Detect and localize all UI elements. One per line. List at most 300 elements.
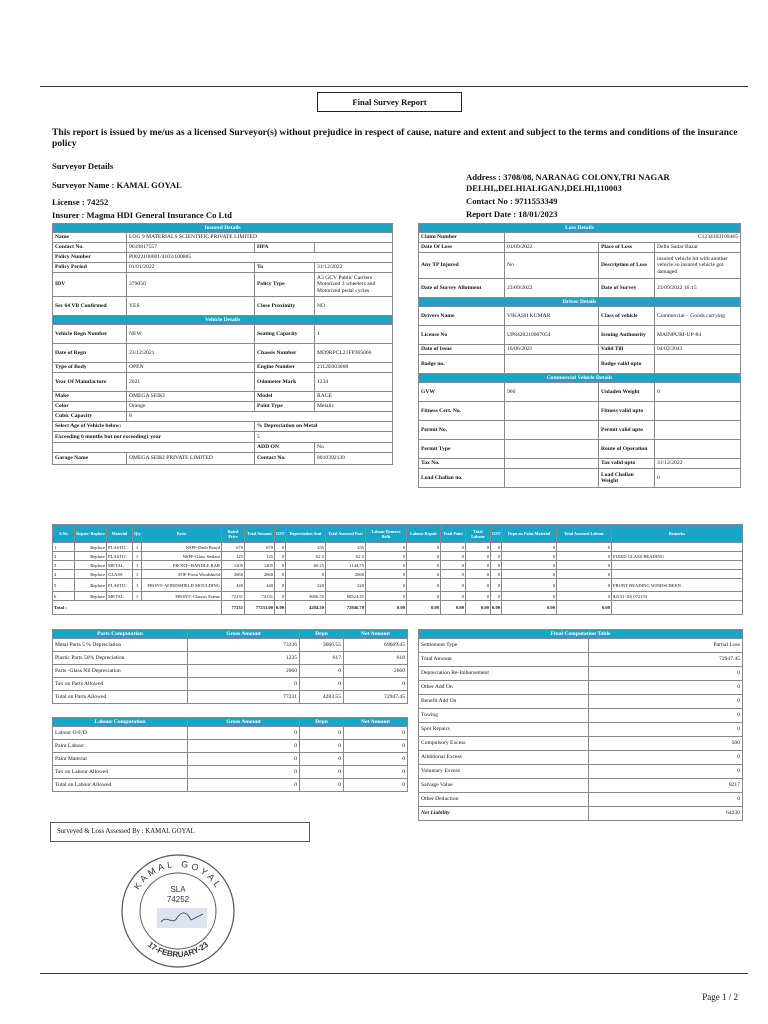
surveyor-details-heading: Surveyor Details [52,161,114,171]
parts-cell: 0 [275,592,286,601]
parts-cell: 60.25 [286,561,326,570]
parts-cell [612,570,743,579]
parts-cell: 0 [407,579,441,592]
year-label: Year Of Manufacture [53,373,127,392]
final-computation-label: Towing [419,709,589,723]
bottom-rule [40,973,748,974]
auth-value: MAINPURI-UP-84 [655,326,741,345]
parts-total-cell: 0.00 [491,601,502,615]
hpa-value [315,243,393,253]
unladen-label: Unladen Weight [599,383,655,402]
final-computation-value: 72947.45 [589,653,743,667]
tp-label: Any TP Injured [419,253,505,279]
final-computation-label: Other Deduction [419,793,589,807]
table-row [53,592,743,601]
age-label: Select Age of Vehicle below: [53,422,255,432]
parts-total-cell: 0.00 [557,601,612,615]
parts-col-header: Depreciation Amt [286,525,326,543]
parts-cell: 0 [502,543,557,552]
loss-date: 01/09/2022 [505,243,599,253]
report-date: Report Date : 18/01/2023 [466,209,558,219]
table-row [53,543,743,552]
chassis-number: MD9RPCL21FP365066 [315,344,393,363]
policy-period-label: Policy Period [53,263,127,273]
parts-cell: 0 [557,592,612,601]
auth-label: Issuing Authourity [599,326,655,345]
idv-label: IDV [53,273,127,297]
permit-valid [655,421,741,440]
parts-cell: 62.5 [286,552,326,561]
parts-cell: FRONT--HANDLE BAR [142,561,222,570]
computation-col-header: Net Amount [344,630,408,639]
dep-metal-value: 5 [255,432,393,443]
surveyor-contact: Contact No : 9711553349 [466,196,558,206]
surveyor-address-line2: DELHI,,DELHIALIGANJ,DELHI,110003 [466,183,622,193]
policy-number: P0022100001/4103/100885 [127,253,393,263]
claim-label: Claim Number [419,233,505,243]
parts-cell: 440 [245,579,275,592]
paint-value: Metalic [315,402,393,412]
parts-cell: 125 [222,552,245,561]
parts-cell: 1205 [222,561,245,570]
parts-cell: 0 [491,592,502,601]
close-proximity: NO [315,297,393,316]
table-row [419,751,743,765]
unladen-value: 0 [655,383,741,402]
dep-metal-label: % Depreciation on Metal [255,422,393,432]
surveyor-address: Address : 3708/08, NARANAG COLONY,TRI NAGAR [466,172,670,182]
table-row [419,667,743,681]
gvw-label: GVW [419,383,505,402]
tax-label: Tax No. [419,459,505,469]
parts-cell: 0 [502,552,557,561]
parts-cell: 0 [286,570,326,579]
addon-value: No [315,443,393,453]
final-computation-label: Depreciation Re-Imbursement [419,667,589,681]
final-computation-table [418,629,743,821]
loss-description: insured vehicle hit with another vehicle so insured vehicle got damaged [655,253,741,279]
parts-cell: 2660 [245,570,275,579]
insured-name: LOG 9 MATERIALS SCIENTIFIC PRIVATE LIMITED [127,233,393,243]
parts-cell: 125 [245,552,275,561]
computation-cell: 77231 [188,691,300,704]
parts-col-header: Remarks [612,525,743,543]
parts-total-cell: 0.00 [502,601,557,615]
issue-date: 16/06/2021 [505,345,599,355]
labour-computation-table [52,717,408,792]
parts-cell: 1 [133,552,142,561]
computation-col-header: Gross Amount [188,718,300,727]
parts-total-cell: 4284.30 [286,601,326,615]
parts-col-header: Total Amount [245,525,275,543]
odometer-value: 1234 [315,373,393,392]
computation-cell: 0 [300,678,344,691]
table-row [419,681,743,695]
parts-cell: 440 [222,579,245,592]
parts-cell: 3606.55 [286,592,326,601]
parts-cell: NSPF-Glass Sealant [142,552,222,561]
parts-col-header: Repair/ Replace [75,525,107,543]
parts-cell: 0 [441,552,466,561]
computation-cell: 0 [300,727,344,740]
table-row [419,639,743,653]
policy-type-label: Policy Type [255,273,315,297]
computation-cell: Parts -Glass Nil Depreciation [53,665,188,678]
parts-cell: METAL [107,561,133,570]
table-row [53,665,408,678]
computation-cell: 618 [344,652,408,665]
computation-cell: 73336 [188,639,300,652]
parts-col-header: Depn on Paint Material [502,525,557,543]
computation-col-header: Net Amount [344,718,408,727]
policy-type: A3 GCV Public Carriers Motorized 3 wheelers and Motorized pedal cycles [315,273,393,297]
garage-contact-label: Contact No. [255,453,315,465]
model-label: Model [255,392,315,402]
computation-cell: 0 [300,740,344,753]
parts-cell: 0 [491,543,502,552]
parts-cell: 0 [466,561,491,570]
computation-cell: 1235 [188,652,300,665]
policy-to: 31/12/2022 [315,263,393,273]
sec64-label: Sec 64 VB Confirmed [53,297,127,316]
final-computation-value: 0 [589,681,743,695]
parts-cell: 0 [502,579,557,592]
parts-cell: SOF-Front Windshield [142,570,222,579]
gvw-value: 960 [505,383,599,402]
parts-cell: 2 [53,552,75,561]
parts-cell: 0 [466,579,491,592]
insurer-name: Insurer : Magma HDI General Insurance Co Ltd [52,210,232,220]
parts-cell: 335 [326,543,366,552]
parts-cell: 0 [557,552,612,561]
parts-cell: 670 [222,543,245,552]
driver-name: VIKASH KUMAR [505,307,599,326]
cubic-value: 8 [127,412,393,422]
parts-cell: 0 [466,570,491,579]
final-computation-value: Partial Loss [589,639,743,653]
stamp-signature-strip [157,908,207,928]
close-proximity-label: Close Proximity [255,297,315,316]
claim-number: C1234103109465 [505,233,741,243]
parts-cell: 0 [407,552,441,561]
computation-cell: 0 [300,766,344,779]
parts-cell: Replace [75,570,107,579]
parts-total-cell: 0.00 [407,601,441,615]
parts-total-row [53,601,743,615]
place-label: Place of Loss [599,243,655,253]
insured-vehicle-table [52,223,393,465]
badge-valid-label: Badge valid upto [599,355,655,374]
challan-weight-label: Load Challan Weight [599,469,655,488]
parts-total-cell: 77231 [222,601,245,615]
final-computation-label: Voluntary Excess [419,765,589,779]
surveyor-stamp [117,852,239,970]
computation-cell: 0 [188,678,300,691]
intro-text: This report is issued by me/us as a licensed Surveyor(s) without prejudice in respect of cause, nature and extent and subject to the terms and conditions of the insurance policy [52,127,738,149]
computation-cell: 2660 [344,665,408,678]
engine-number: 2112E003068 [315,363,393,373]
parts-cell: 0 [466,592,491,601]
commercial-header: Commercial Vehicle Details [419,374,741,383]
parts-col-header: Qty [133,525,142,543]
table-row [53,652,408,665]
parts-cell: 5 [53,579,75,592]
surveyor-license: License : 74252 [52,197,109,207]
fitness-valid [655,402,741,421]
parts-cell: 3 [53,561,75,570]
stamp-sla: SLA [170,885,186,894]
loss-driver-table [418,223,741,488]
permit-type [505,440,599,459]
policy-from: 01/01/2022 [127,263,255,273]
computation-cell: 0 [188,740,300,753]
computation-cell: 4283.55 [300,691,344,704]
parts-cell: 0 [557,579,612,592]
allotment-date: 23/09/2022 [505,279,599,298]
parts-cell: PLASTIC [107,579,133,592]
tax-valid-label: Tax valid upto [599,459,655,469]
final-computation-value: 0 [589,709,743,723]
fitness-valid-label: Fitness valid upto [599,402,655,421]
parts-total-cell: 0.00 [466,601,491,615]
year-value: 2021 [127,373,255,392]
computation-cell: 0 [344,740,408,753]
parts-cell: 0 [502,570,557,579]
parts-cell: FRONT BEADING WINDSCREEN [612,579,743,592]
tp-value: No [505,253,599,279]
parts-total-cell: 72946.70 [326,601,366,615]
parts-cell: 0 [557,570,612,579]
garage-label: Garage Name [53,453,127,465]
parts-cell: METAL [107,592,133,601]
computation-cell: 0 [188,779,300,792]
parts-cell: 0 [275,552,286,561]
parts-cell: Replace [75,561,107,570]
parts-cell: 1 [133,592,142,601]
parts-total-cell: 0.00 [441,601,466,615]
make-value: OMEGA SEIKI [127,392,255,402]
parts-cell: 0 [366,543,407,552]
parts-computation-header [53,630,408,639]
final-computation-value: 500 [589,737,743,751]
addon-label: ADD ON [255,443,315,453]
parts-cell: 1144.75 [326,561,366,570]
final-computation-value: 0 [589,667,743,681]
age-value: Exceeding 6 months but not exceeding1 year [53,432,255,443]
seating-label: Seating Capacity [255,325,315,344]
computation-cell: 0 [300,665,344,678]
parts-cell: GLASS [107,570,133,579]
place-value: Delhi Sadar Bazar [655,243,741,253]
hpa-label: HPA [255,243,315,253]
parts-cell: 0 [407,592,441,601]
parts-cell: NSPF-Dash Board [142,543,222,552]
computation-cell: Total on Labour Allowed [53,779,188,792]
parts-col-header: S.No [53,525,75,543]
parts-col-header: Material [107,525,133,543]
parts-cell: 0 [275,570,286,579]
driver-license: UP8420210007054 [505,326,599,345]
final-computation-header: Final Computation Table [419,630,743,639]
table-row [53,766,408,779]
parts-cell: 0 [441,543,466,552]
challan-value [505,469,599,488]
regn-value: NEW [127,325,255,344]
vehicle-header: Vehicle Details [53,316,393,325]
odometer-label: Odometer Mark [255,373,315,392]
stamp-name: KAMAL GOYAL [131,858,225,892]
computation-col-header: Gross Amount [188,630,300,639]
fitness-label: Fitness Cert. No. [419,402,505,421]
report-title: Final Survey Report [317,92,462,112]
parts-col-header: Total Assessed Part [326,525,366,543]
computation-cell: 617 [300,652,344,665]
parts-cell: 0 [366,592,407,601]
class-label: Class of vehicle [599,307,655,326]
parts-cell: 68524.45 [326,592,366,601]
cubic-label: Cubic Capacity [53,412,127,422]
parts-cell: 220 [286,579,326,592]
parts-cell: 0 [366,579,407,592]
permit-label: Permit No. [419,421,505,440]
parts-cell: Replace [75,543,107,552]
computation-cell: 0 [300,753,344,766]
parts-cell: 0 [275,543,286,552]
computation-cell: Tax on Parts Allowed [53,678,188,691]
driver-license-label: License No [419,326,505,345]
idv-value: 379050 [127,273,255,297]
table-row [53,691,408,704]
parts-cell [612,543,743,552]
parts-total-cell: 0.00 [366,601,407,615]
regn-label: Vehicle Regn Number [53,325,127,344]
parts-total-remarks [612,601,743,615]
computation-col-header: Depn [300,718,344,727]
tax-value [505,459,599,469]
color-value: Orange [127,402,255,412]
permit-type-label: Permit Type [419,440,505,459]
parts-cell: 1205 [245,561,275,570]
loss-header: Loss Details [419,224,741,233]
computation-cell: 2660 [188,665,300,678]
seating-value: 1 [315,325,393,344]
computation-cell: Plastic Parts 50% Depreciation [53,652,188,665]
parts-cell: 2660 [326,570,366,579]
stamp-number: 74252 [166,895,190,904]
parts-cell: 72131 [222,592,245,601]
parts-cell: 1 [133,570,142,579]
parts-cell: FRONT--WINDSHIELD MOULDING [142,579,222,592]
parts-header-row [53,525,743,543]
final-computation-value: 0 [589,695,743,709]
parts-cell: $2131-10( 072153 [612,592,743,601]
parts-col-header: Parts [142,525,222,543]
computation-col-header: Labour Computation [53,718,188,727]
valid-label: Valid Till [599,345,655,355]
computation-cell: 69669.45 [344,639,408,652]
parts-cell: 335 [286,543,326,552]
computation-cell: Paint Labour [53,740,188,753]
parts-computation-table [52,629,408,704]
table-row [419,807,743,821]
survey-date: 23/09/2022 16:15 [655,279,741,298]
parts-cell: FRONT--Chassis Frame [142,592,222,601]
final-computation-value: 64230 [589,807,743,821]
surveyor-name: Surveyor Name : KAMAL GOYAL [52,180,182,190]
valid-date: 04/02/2043 [655,345,741,355]
computation-cell: 0 [344,753,408,766]
page-number: Page 1 / 2 [702,992,738,1002]
table-row [53,678,408,691]
table-row [53,753,408,766]
garage-name: OMEGA SEIKI PRIVATE LIMITED [127,453,255,465]
badge-label: Badge no. [419,355,505,374]
survey-date-label: Date of Survey [599,279,655,298]
table-row [53,570,743,579]
table-row [419,765,743,779]
insured-header: Insured Details [53,224,393,233]
parts-cell: 4 [53,570,75,579]
date-regn: 23/12/2021 [127,344,255,363]
issue-label: Date of Issue [419,345,505,355]
parts-cell: 72131 [245,592,275,601]
sec64-value: YES [127,297,255,316]
parts-cell: 0 [441,592,466,601]
table-row [419,793,743,807]
permit-valid-label: Permit valid upto [599,421,655,440]
parts-col-header: GST [491,525,502,543]
parts-col-header: Labour Repair [407,525,441,543]
parts-cell: PLASTIC [107,543,133,552]
table-row [419,779,743,793]
parts-cell: 0 [466,552,491,561]
parts-cell: 1 [133,561,142,570]
parts-cell: 0 [407,561,441,570]
class-value: Commercial – Goods carrying [655,307,741,326]
parts-total-cell: 77231.00 [245,601,275,615]
final-computation-label: Net Liability [419,807,589,821]
parts-cell: 1 [133,543,142,552]
parts-cell: 0 [441,561,466,570]
table-row [53,561,743,570]
final-computation-value: 0 [589,751,743,765]
labour-computation-header [53,718,408,727]
challan-label: Load Challan no. [419,469,505,488]
contact-label: Contact No. [53,243,127,253]
chassis-label: Chassis Number [255,344,315,363]
table-row [53,552,743,561]
parts-cell: 0 [491,552,502,561]
final-computation-label: Total Amount [419,653,589,667]
table-row [53,727,408,740]
computation-cell: Total on Parts Allowed [53,691,188,704]
route-label: Route of Operation [599,440,655,459]
fitness-value [505,402,599,421]
computation-cell: 0 [344,766,408,779]
table-row [53,579,743,592]
parts-cell: 0 [502,592,557,601]
parts-cell: PLASTIC [107,552,133,561]
addon-spacer [53,443,255,453]
final-computation-label: Benefit Add On [419,695,589,709]
computation-cell: 0 [344,779,408,792]
model-value: RAGE [315,392,393,402]
computation-cell: 3666.55 [300,639,344,652]
challan-weight: 0 [655,469,741,488]
parts-col-header: Rated Price [222,525,245,543]
computation-cell: Labour O/F/D [53,727,188,740]
parts-cell: 0 [407,570,441,579]
